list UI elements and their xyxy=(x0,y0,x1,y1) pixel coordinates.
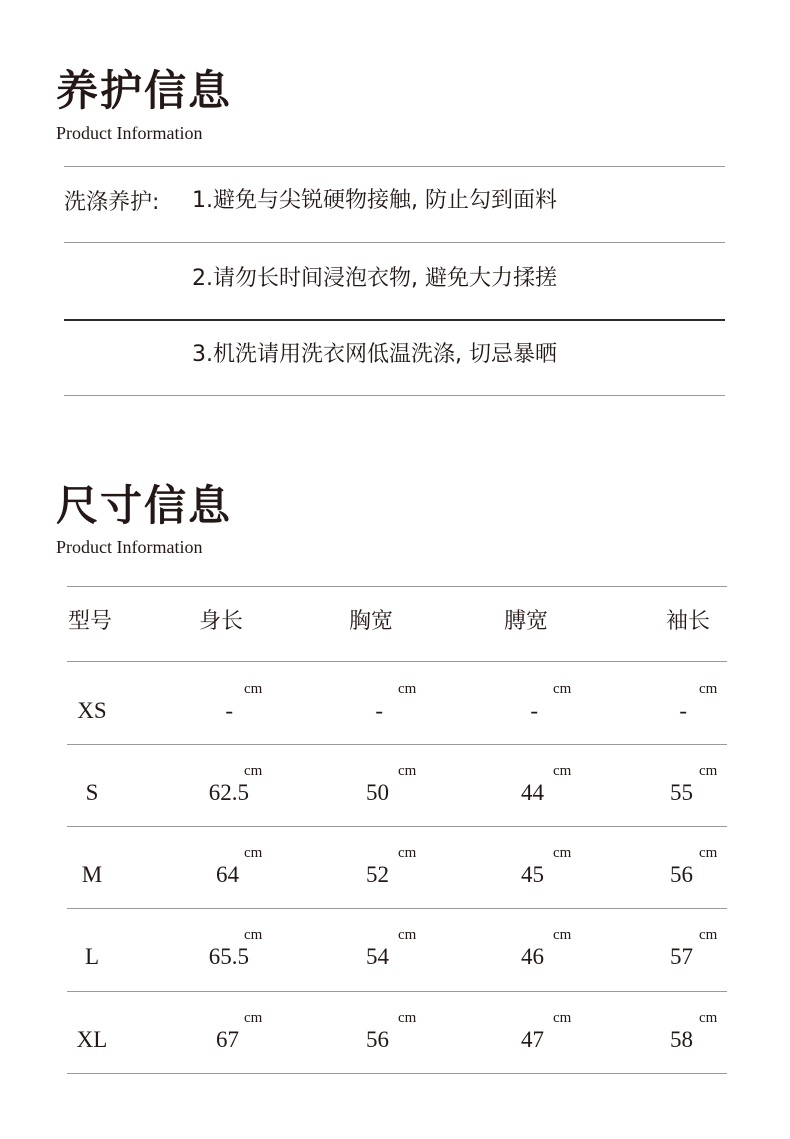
unit-label: cm xyxy=(553,1010,572,1026)
value-m-length: 64 xyxy=(216,862,239,887)
size-section-title: 尺寸信息 xyxy=(56,481,233,530)
unit-label: cm xyxy=(699,681,718,697)
value-xs-chest: - xyxy=(375,698,383,723)
table-top-border xyxy=(67,586,727,587)
unit-label: cm xyxy=(244,1010,263,1026)
care-item-1: 1.避免与尖锐硬物接触, 防止勾到面料 xyxy=(192,188,557,213)
divider xyxy=(64,319,725,321)
size-label-m: M xyxy=(81,862,103,887)
unit-label: cm xyxy=(699,1010,718,1026)
size-label-xs: XS xyxy=(77,698,107,723)
value-l-sleeve: 57 xyxy=(670,944,693,969)
care-item-2: 2.请勿长时间浸泡衣物, 避免大力揉搓 xyxy=(192,266,557,291)
unit-label: cm xyxy=(398,845,417,861)
value-xs-length: - xyxy=(225,698,233,723)
value-l-length: 65.5 xyxy=(208,944,249,969)
header-chest: 胸宽 xyxy=(349,609,394,634)
size-section-subtitle: Product Information xyxy=(56,537,203,557)
unit-label: cm xyxy=(398,927,417,943)
row-divider xyxy=(67,744,727,745)
value-xl-chest: 56 xyxy=(366,1027,389,1052)
row-divider xyxy=(67,991,727,992)
value-s-chest: 50 xyxy=(366,780,389,805)
header-sleeve: 袖长 xyxy=(666,609,711,634)
row-divider xyxy=(67,908,727,909)
unit-label: cm xyxy=(398,681,417,697)
unit-label: cm xyxy=(244,927,263,943)
unit-label: cm xyxy=(699,927,718,943)
unit-label: cm xyxy=(398,763,417,779)
header-shoulder: 膊宽 xyxy=(504,609,549,634)
size-label-xl: XL xyxy=(76,1027,108,1052)
unit-label: cm xyxy=(244,845,263,861)
care-section-title: 养护信息 xyxy=(56,66,233,115)
unit-label: cm xyxy=(553,927,572,943)
value-l-chest: 54 xyxy=(366,944,389,969)
care-label: 洗涤养护: xyxy=(64,190,160,215)
value-xs-shoulder: - xyxy=(530,698,538,723)
divider xyxy=(64,395,725,396)
divider xyxy=(64,242,725,243)
divider xyxy=(64,166,725,167)
unit-label: cm xyxy=(699,845,718,861)
size-label-s: S xyxy=(85,780,99,805)
value-xl-sleeve: 58 xyxy=(670,1027,693,1052)
unit-label: cm xyxy=(553,845,572,861)
value-xl-length: 67 xyxy=(216,1027,239,1052)
value-s-length: 62.5 xyxy=(208,780,249,805)
value-m-shoulder: 45 xyxy=(521,862,544,887)
value-xl-shoulder: 47 xyxy=(521,1027,544,1052)
header-length: 身长 xyxy=(199,609,244,634)
value-s-shoulder: 44 xyxy=(521,780,544,805)
unit-label: cm xyxy=(244,763,263,779)
unit-label: cm xyxy=(398,1010,417,1026)
table-bottom-border xyxy=(67,1073,727,1074)
unit-label: cm xyxy=(553,681,572,697)
unit-label: cm xyxy=(244,681,263,697)
unit-label: cm xyxy=(699,763,718,779)
value-m-chest: 52 xyxy=(366,862,389,887)
header-model: 型号 xyxy=(68,609,113,634)
value-m-sleeve: 56 xyxy=(670,862,693,887)
row-divider xyxy=(67,826,727,827)
value-l-shoulder: 46 xyxy=(521,944,544,969)
value-xs-sleeve: - xyxy=(679,698,687,723)
unit-label: cm xyxy=(553,763,572,779)
care-section-subtitle: Product Information xyxy=(56,123,203,143)
care-item-3: 3.机洗请用洗衣网低温洗涤, 切忌暴晒 xyxy=(192,342,557,367)
value-s-sleeve: 55 xyxy=(670,780,693,805)
table-header-border xyxy=(67,661,727,662)
size-label-l: L xyxy=(84,944,100,969)
